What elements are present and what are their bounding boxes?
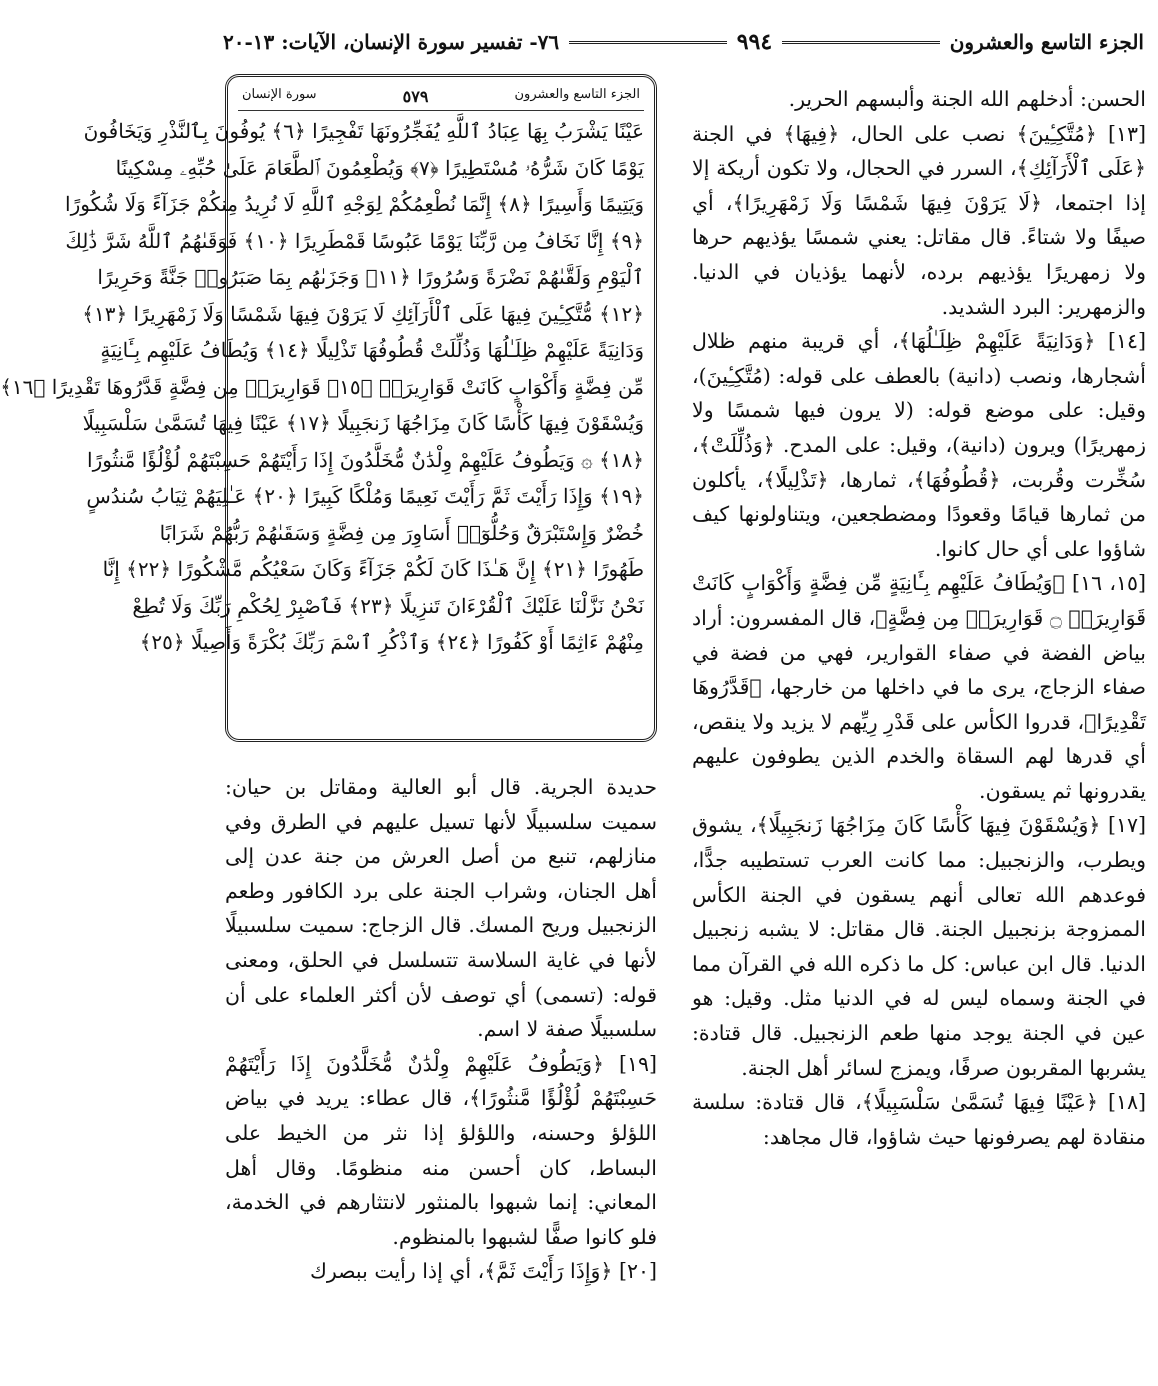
quran-line: يَوْمًا كَانَ شَرُّهُۥ مُسْتَطِيرًا ﴿٧﴾ وَيُطْعِمُونَ ٱلطَّعَامَ عَلَىٰ حُبِّهِۦ مِسْكِينًا bbox=[115, 155, 644, 180]
quran-line: ﴿٩﴾ إِنَّا نَخَافُ مِن رَّبِّنَا يَوْمًا عَبُوسًا قَمْطَرِيرًا ﴿١٠﴾ فَوَقَىٰهُمُ ٱللَّهُ شَرَّ ذَٰلِكَ bbox=[65, 228, 644, 253]
quran-line: خُضْرٌ وَإِسْتَبْرَقٌ وَحُلُّوٓا۟ أَسَاوِرَ مِن فِضَّةٍ وَسَقَىٰهُمْ رَبُّهُمْ شَرَابًا bbox=[159, 520, 644, 545]
quran-line: نَحْنُ نَزَّلْنَا عَلَيْكَ ٱلْقُرْءَانَ تَنزِيلًا ﴿٢٣﴾ فَٱصْبِرْ لِحُكْمِ رَبِّكَ وَلَا تُطِعْ bbox=[132, 593, 644, 618]
quran-line: ﴿١٨﴾ ۞ وَيَطُوفُ عَلَيْهِمْ وِلْدَٰنٌ مُّخَلَّدُونَ إِذَا رَأَيْتَهُمْ حَسِبْتَهُمْ لُؤْلُؤًا مَّنثُورًا bbox=[87, 447, 644, 472]
header-rule-right bbox=[782, 41, 940, 44]
paragraph: [١٧] ﴿وَيُسْقَوْنَ فِيهَا كَأْسًا كَانَ مِزَاجُهَا زَنجَبِيلًا﴾، يشوق ويطرب، والزنجبيل: مما كانت العرب تستطيبه جدًّا، فوعدهم الله تعالى أنهم يسقون في الجنة الكأس الممزوجة بزنجبيل الجنة. قال مقاتل: لا يشبه زنجبيل الدنيا. قال ابن عباس: كل ما ذكره الله في القرآن مما في الجنة وسماه ليس له في الدنيا مثل. وقيل: هو عين في الجنة يوجد منها طعم الزنجبيل. قال قتادة: يشربها المقربون صرفًا، ويمزج لسائر أهل الجنة. bbox=[692, 813, 1146, 1080]
paragraph: [١٥، ١٦] ﴿وَيُطَافُ عَلَيْهِم بِـَٔانِيَةٍ مِّن فِضَّةٍ وَأَكْوَابٍ كَانَتْ قَوَارِيرَا۠ ۝ قَوَارِيرَا۟ مِن فِضَّةٍ﴾، قال المفسرون: أراد بياض الفضة في صفاء القوارير، فهي من فضة في صفاء الزجاج، يرى ما في داخلها من خارجها، ﴿قَدَّرُوهَا تَقْدِيرًا﴾، قدروا الكأس على قَدْرِ رِيِّهم لا يزيد ولا ينقص، أي قدرها لهم السقاة والخدم الذين يطوفون عليهم يقدرونها ثم يسقون. bbox=[692, 571, 1146, 803]
mushaf-page-number: ٥٧٩ bbox=[402, 87, 429, 106]
paragraph: [٢٠] ﴿وَإِذَا رَأَيْتَ ثَمَّ﴾، أي إذا رأيت ببصرك bbox=[309, 1259, 657, 1284]
mushaf-page-box bbox=[0, 74, 657, 742]
mushaf-juz: الجزء التاسع والعشرون bbox=[514, 87, 640, 102]
paragraph: [١٩] ﴿وَيَطُوفُ عَلَيْهِمْ وِلْدَٰنٌ مُّخَلَّدُونَ إِذَا رَأَيْتَهُمْ حَسِبْتَهُمْ لُؤْلُؤًا مَّنثُورًا﴾، قال عطاء: يريد في بياض اللؤلؤ وحسنه، واللؤلؤ إذا نثر من الخيط على البساط، كان أحسن منه منظومًا. وقال أهل المعاني: إنما شبهوا بالمنثور لانتثارهم في الخدمة، فلو كانوا صفًّا لشبهوا بالمنظوم. bbox=[225, 1051, 657, 1249]
quran-line: ٱلْيَوْمِ وَلَقَّىٰهُمْ نَضْرَةً وَسُرُورًا ﴿١١﴾ وَجَزَىٰهُم بِمَا صَبَرُوا۟ جَنَّةً وَحَرِيرًا bbox=[97, 265, 644, 289]
mushaf-header bbox=[238, 85, 644, 111]
commentary-left-column bbox=[225, 770, 657, 1289]
header-rule-left bbox=[569, 41, 727, 44]
quran-line: طَهُورًا ﴿٢١﴾ إِنَّ هَـٰذَا كَانَ لَكُمْ جَزَآءً وَكَانَ سَعْيُكُم مَّشْكُورًا ﴿٢٢﴾ إِنَّا bbox=[102, 557, 644, 581]
quran-line: وَيُسْقَوْنَ فِيهَا كَأْسًا كَانَ مِزَاجُهَا زَنجَبِيلًا ﴿١٧﴾ عَيْنًا فِيهَا تُسَمَّىٰ سَلْسَبِيلًا bbox=[82, 411, 644, 435]
page-number: ٩٩٤ bbox=[736, 29, 773, 55]
page-header bbox=[223, 28, 1144, 56]
quran-line: وَدَانِيَةً عَلَيْهِمْ ظِلَـٰلُهَا وَذُلِّلَتْ قُطُوفُهَا تَذْلِيلًا ﴿١٤﴾ وَيُطَافُ عَلَيْهِم بِـَٔانِيَةٍ bbox=[100, 338, 644, 362]
quran-line: ﴿١٩﴾ وَإِذَا رَأَيْتَ ثَمَّ رَأَيْتَ نَعِيمًا وَمُلْكًا كَبِيرًا ﴿٢٠﴾ عَـٰلِيَهُمْ ثِيَابُ سُندُسٍ bbox=[86, 484, 644, 508]
quran-line: عَيْنًا يَشْرَبُ بِهَا عِبَادُ ٱللَّهِ يُفَجِّرُونَهَا تَفْجِيرًا ﴿٦﴾ يُوفُونَ بِٱلنَّذْرِ وَيَخَافُونَ bbox=[83, 119, 644, 143]
juz-title: الجزء التاسع والعشرون bbox=[949, 30, 1144, 54]
quran-line: مِنْهُمْ ءَاثِمًا أَوْ كَفُورًا ﴿٢٤﴾ وَٱذْكُرِ ٱسْمَ رَبِّكَ بُكْرَةً وَأَصِيلًا ﴿٢٥﴾ bbox=[139, 630, 644, 654]
paragraph: حديدة الجرية. قال أبو العالية ومقاتل بن حيان: سميت سلسبيلًا لأنها تسيل عليهم في الطرق وفي منازلهم، تنبع من أصل العرش من جنة عدن إلى أهل الجنان، وشراب الجنة على برد الكافور وطعم الزنجبيل وريح المسك. قال الزجاج: سميت سلسبيلًا لأنها في غاية السلاسة تتسلسل في الحلق، ومعنى قوله: (تسمى) أي توصف لأن أكثر العلماء على أن سلسبيلًا صفة لا اسم. bbox=[225, 775, 657, 1042]
paragraph: [١٣] ﴿مُتَّكِـِٔينَ﴾ نصب على الحال، ﴿فِيهَا﴾ في الجنة ﴿عَلَى ٱلْأَرَآئِكِ﴾، السرر في الحجال، ولا تكون أريكة إلا إذا اجتمعا، ﴿لَا يَرَوْنَ فِيهَا شَمْسًا وَلَا زَمْهَرِيرًا﴾، أي صيفًا ولا شتاءً. قال مقاتل: يعني شمسًا يؤذيهم حرها ولا زمهريرًا يؤذيهم برده، لأنهما يؤذيان في الدنيا. والزمهرير: البرد الشديد. bbox=[692, 121, 1146, 319]
section-title: ٧٦- تفسير سورة الإنسان، الآيات: ١٣-٢٠ bbox=[223, 30, 560, 54]
quran-line: مِّن فِضَّةٍ وَأَكْوَابٍ كَانَتْ قَوَارِيرَا۠ ﴿١٥﴾ قَوَارِيرَا۟ مِن فِضَّةٍ قَدَّرُوهَا تَقْدِيرًا ﴿١٦﴾ bbox=[0, 374, 644, 399]
paragraph: الحسن: أدخلهم الله الجنة وألبسهم الحرير. bbox=[788, 87, 1146, 111]
mushaf-surah: سورة الإنسان bbox=[242, 87, 317, 102]
quran-line: ﴿١٢﴾ مُّتَّكِـِٔينَ فِيهَا عَلَى ٱلْأَرَآئِكِ لَا يَرَوْنَ فِيهَا شَمْسًا وَلَا زَمْهَرِيرًا ﴿١٣﴾ bbox=[82, 301, 644, 326]
commentary-right-column bbox=[692, 82, 1146, 1154]
quran-line: وَيَتِيمًا وَأَسِيرًا ﴿٨﴾ إِنَّمَا نُطْعِمُكُمْ لِوَجْهِ ٱللَّهِ لَا نُرِيدُ مِنكُمْ جَزَآءً وَلَا شُكُورًا bbox=[65, 192, 644, 216]
paragraph: [١٨] ﴿عَيْنًا فِيهَا تُسَمَّىٰ سَلْسَبِيلًا﴾، قال قتادة: سلسة منقادة لهم يصرفونها حيث شاؤوا، قال مجاهد: bbox=[692, 1090, 1146, 1149]
paragraph: [١٤] ﴿وَدَانِيَةً عَلَيْهِمْ ظِلَـٰلُهَا﴾، أي قريبة منهم ظلال أشجارها، ونصب (دانية) بالعطف على قوله: (مُتَّكِـِٔينَ)، وقيل: على موضع قوله: (لا يرون فيها شمسًا ولا زمهريرًا) ويرون (دانية)، وقيل: على المدح. ﴿وَذُلِّلَتْ﴾، سُخِّرت وقُربت، ﴿قُطُوفُهَا﴾، ثمارها، ﴿تَذْلِيلًا﴾، يأكلون من ثمارها قيامًا وقعودًا ومضطجعين، ويتناولونها كيف شاؤوا على أي حال كانوا. bbox=[692, 329, 1146, 561]
